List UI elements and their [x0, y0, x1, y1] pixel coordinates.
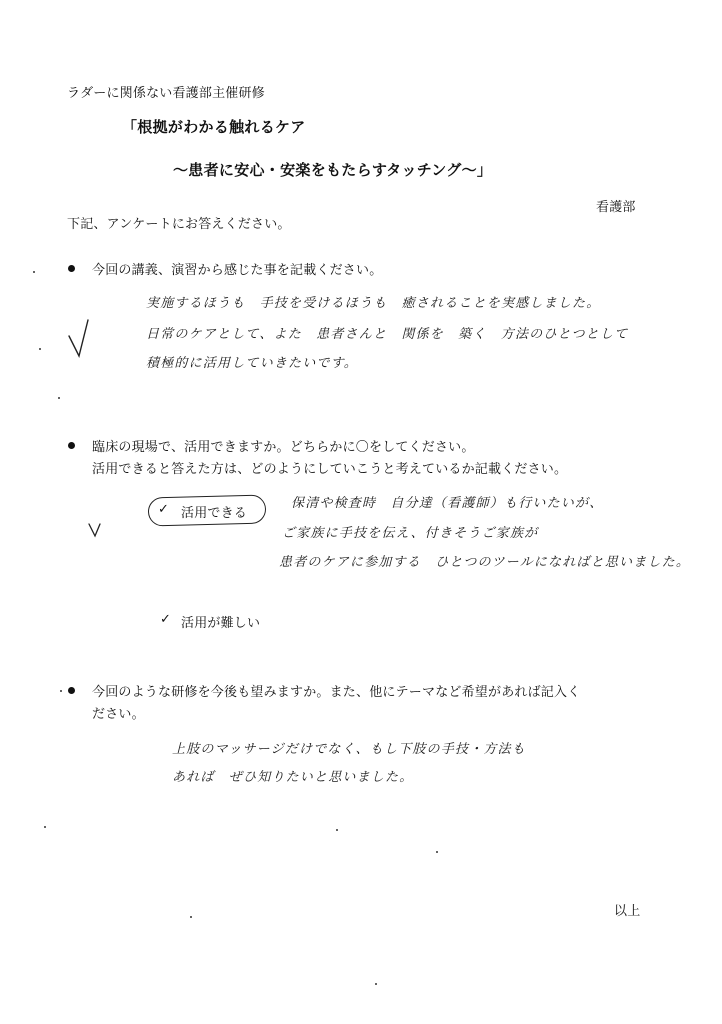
q1-question: 今回の講義、演習から感じた事を記載ください。	[92, 263, 383, 278]
q1-bullet	[68, 265, 75, 272]
document-title-line2: ～患者に安心・安楽をもたらすタッチング～」	[173, 161, 493, 179]
q2-answer-line-3: 患者のケアに参加する ひとつのツールになればと思いました。	[279, 555, 691, 570]
q1-answer-line-3: 積極的に活用していきたいです。	[146, 356, 358, 371]
intro-instruction: 下記、アンケートにお答えください。	[67, 217, 291, 232]
q2-question-line2: 活用できると答えた方は、どのようにしていこうと考えているか記載ください。	[92, 462, 568, 477]
q2-check-mark	[86, 520, 106, 540]
department-label: 看護部	[596, 200, 636, 215]
scan-speck	[190, 916, 192, 918]
q3-bullet	[68, 687, 75, 694]
q3-answer-line-2: あれば ぜひ知りたいと思いました。	[172, 770, 414, 785]
option-no-label: 活用が難しい	[181, 616, 261, 631]
scan-speck	[39, 348, 41, 350]
q3-question-line2: ださい。	[92, 707, 145, 722]
option-no-check: ✓	[160, 612, 172, 627]
q3-answer-line-1: 上肢のマッサージだけでなく、もし下肢の手技・方法も	[172, 742, 526, 757]
q1-answer-line-1: 実施するほうも 手技を受けるほうも 癒されることを実感しました。	[146, 296, 601, 311]
document-title-line1: 「根拠がわかる触れるケア	[122, 118, 306, 136]
q1-check-mark	[66, 318, 96, 362]
scan-speck	[336, 829, 338, 831]
scan-speck	[60, 690, 62, 692]
q2-answer-line-2: ご家族に手技を伝え、付きそうご家族が	[282, 526, 539, 541]
scan-speck	[375, 983, 377, 985]
q3-question-line1: 今回のような研修を今後も望みますか。また、他にテーマなど希望があれば記入く	[92, 685, 581, 700]
q2-bullet	[68, 442, 75, 449]
option-yes-label: 活用できる	[181, 506, 248, 521]
q1-answer-line-2: 日常のケアとして、よた 患者さんと 関係を 築く 方法のひとつとして	[146, 327, 629, 342]
option-yes-check: ✓	[158, 502, 170, 517]
closing-mark: 以上	[614, 904, 641, 919]
scan-speck	[58, 397, 60, 399]
training-category: ラダーに関係ない看護部主催研修	[67, 86, 265, 101]
scan-speck	[44, 826, 46, 828]
scan-speck	[436, 851, 438, 853]
q2-answer-line-1: 保清や検査時 自分達（看護師）も行いたいが、	[291, 496, 604, 511]
q2-question-line1: 臨床の現場で、活用できますか。どちらかに〇をしてください。	[92, 440, 475, 455]
scan-speck	[33, 271, 35, 273]
